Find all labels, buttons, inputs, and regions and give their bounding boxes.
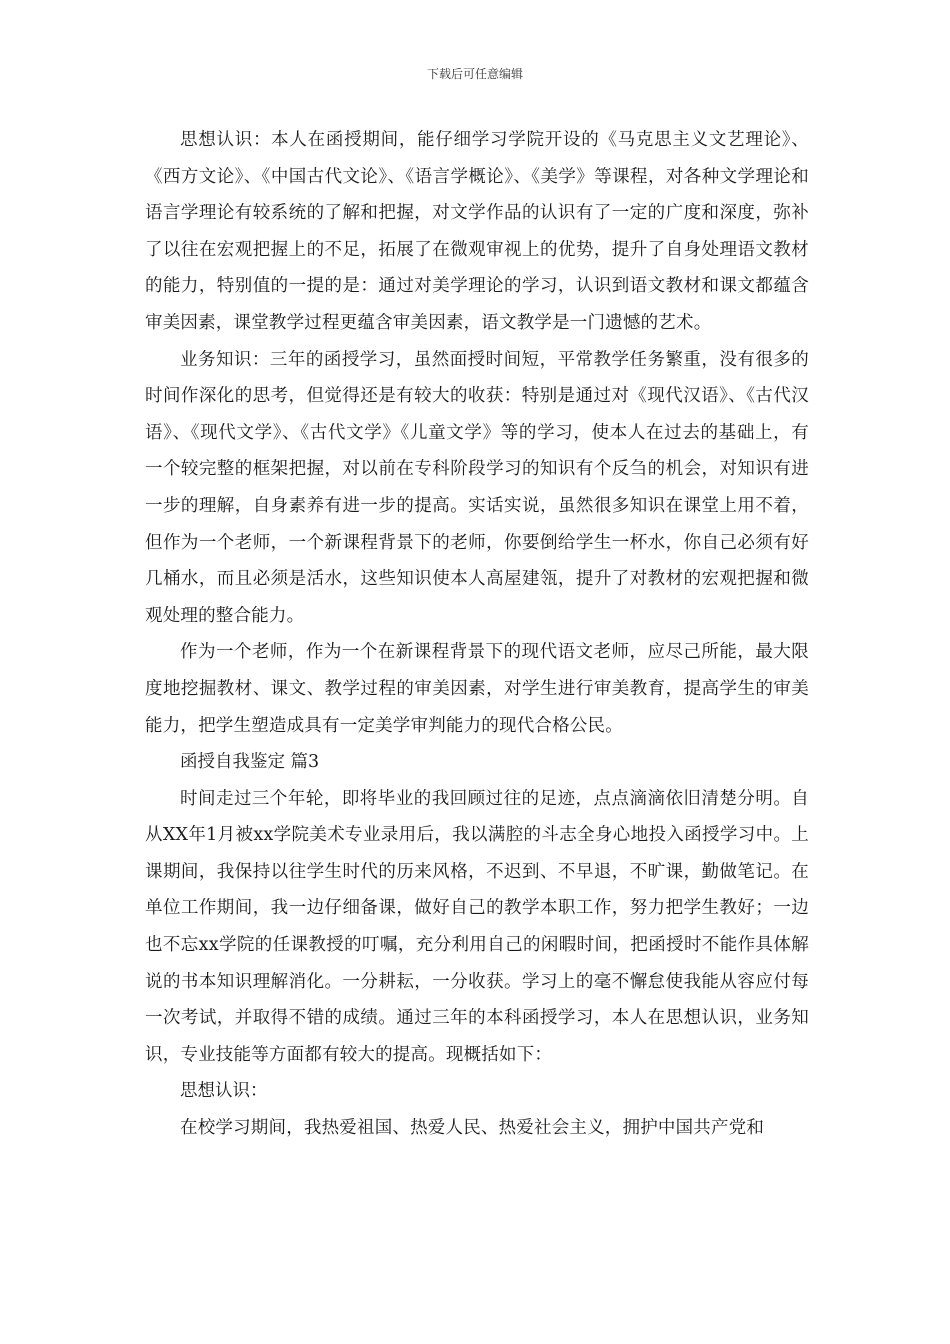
paragraph-thought: 思想认识：本人在函授期间，能仔细学习学院开设的《马克思主义文艺理论》、《西方文论》、《中国古代文论》、《语言学概论》、《美学》等课程，对各种文学理论和语言学理论有较系统的了解和把握，对文学作品的认识有了一定的广度和深度，弥补了以往在宏观把握上的不足，拓展了在微观审视上的优势，提升了自身处理语文教材的能力，特别值的一提的是：通过对美学理论的学习，认识到语文教材和课文都蕴含审美因素，课堂教学过程更蕴含审美因素，语文教学是一门遗憾的艺术。 <box>145 130 809 333</box>
section-heading-part3: 函授自我鉴定 篇3 <box>180 752 320 773</box>
paragraph-teacher-role: 作为一个老师，作为一个在新课程背景下的现代语文老师，应尽己所能，最大限度地挖掘教材、课文、教学过程的审美因素，对学生进行审美教育，提高学生的审美能力，把学生塑造成具有一定美学审判能力的现代合格公民。 <box>145 642 809 736</box>
document-body <box>145 122 809 1147</box>
paragraph-business-knowledge: 业务知识：三年的函授学习，虽然面授时间短，平常教学任务繁重，没有很多的时间作深化的思考，但觉得还是有较大的收获：特别是通过对《现代汉语》、《古代汉语》、《现代文学》、《古代文学》《儿童文学》等的学习，使本人在过去的基础上，有一个较完整的框架把握，对以前在专科阶段学习的知识有个反刍的机会，对知识有进一步的理解，自身素养有进一步的提高。实话实说，虽然很多知识在课堂上用不着，但作为一个老师，一个新课程背景下的老师，你要倒给学生一杯水，你自己必须有好几桶水，而且必须是活水，这些知识使本人高屋建瓴，提升了对教材的宏观把握和微观处理的整合能力。 <box>145 349 809 626</box>
page-header: 下载后可任意编辑 <box>426 67 523 81</box>
paragraph-review: 时间走过三个年轮，即将毕业的我回顾过往的足迹，点点滴滴依旧清楚分明。自从XX年1月被xx学院美术专业录用后，我以满腔的斗志全身心地投入函授学习中。上课期间，我保持以往学生时代的历来风格，不迟到、不早退，不旷课，勤做笔记。在单位工作期间，我一边仔细备课，做好自己的教学本职工作，努力把学生教好；一边也不忘xx学院的任课教授的叮嘱，充分利用自己的闲暇时间，把函授时不能作具体解说的书本知识理解消化。一分耕耘，一分收获。学习上的毫不懈怠使我能从容应付每一次考试，并取得不错的成绩。通过三年的本科函授学习，本人在思想认识，业务知识，专业技能等方面都有较大的提高。现概括如下： <box>145 788 809 1065</box>
paragraph-school-study: 在校学习期间，我热爱祖国、热爱人民、热爱社会主义，拥护中国共产党和 <box>180 1118 765 1139</box>
subheading-thought: 思想认识： <box>180 1081 268 1102</box>
